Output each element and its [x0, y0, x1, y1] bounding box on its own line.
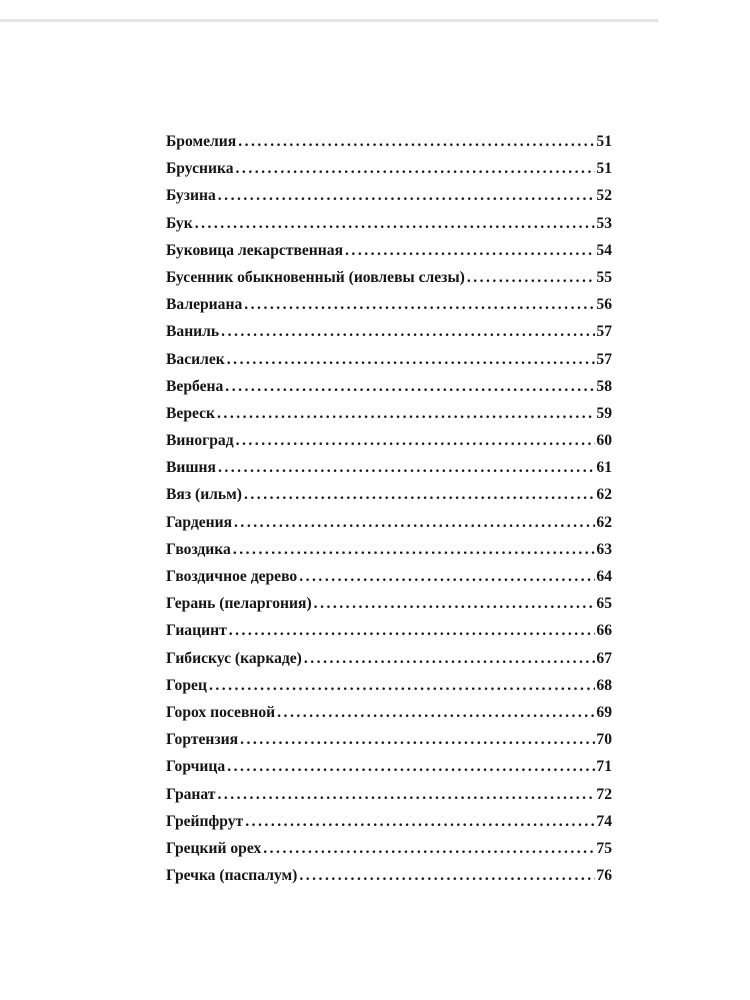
toc-entry-title: Вербена — [166, 377, 224, 395]
toc-entry-page: 56 — [596, 296, 612, 314]
toc-entry-page: 51 — [596, 133, 612, 150]
toc-leader-dots — [217, 781, 595, 808]
toc-entry — [166, 237, 612, 264]
toc-entry-title: Горох посевной — [166, 703, 276, 721]
toc-entry-title: Гвоздика — [166, 540, 231, 558]
toc-entry — [166, 400, 612, 427]
toc-entry-page: 69 — [596, 703, 612, 721]
toc-entry-page: 75 — [596, 839, 612, 857]
toc-entry — [166, 563, 612, 590]
toc-entry — [166, 509, 612, 536]
toc-entry — [166, 481, 612, 508]
toc-entry-page: 53 — [596, 214, 612, 232]
toc-leader-dots — [227, 753, 595, 780]
toc-entry-title: Гранат — [166, 785, 216, 803]
toc-leader-dots — [245, 808, 595, 835]
toc-entry-title: Вяз (ильм) — [166, 486, 242, 504]
toc-leader-dots — [221, 318, 595, 345]
toc-entry — [166, 536, 612, 563]
toc-entry-title: Гибискус (каркаде) — [166, 649, 302, 667]
toc-leader-dots — [467, 264, 596, 291]
toc-entry-title: Гиацинт — [166, 622, 227, 640]
toc-entry-title: Буковица лекарственная — [166, 241, 344, 259]
toc-entry — [166, 726, 612, 753]
toc-entry-title: Вишня — [166, 459, 216, 477]
toc-entry-page: 66 — [596, 622, 612, 640]
toc-entry-title: Горчица — [166, 758, 226, 776]
toc-entry — [166, 617, 612, 644]
toc-entry-title: Гардения — [166, 513, 233, 531]
toc-entry-title: Ваниль — [166, 323, 220, 341]
toc-entry-title: Горец — [166, 676, 207, 694]
toc-leader-dots — [209, 672, 595, 699]
toc-entry — [166, 699, 612, 726]
toc-leader-dots — [236, 155, 596, 182]
toc-entry-page: 60 — [596, 432, 612, 450]
toc-leader-dots — [225, 373, 595, 400]
toc-entry-title: Грецкий орех — [166, 839, 262, 857]
toc-entry-page: 70 — [596, 731, 612, 749]
toc-entry-title: Гортензия — [166, 731, 239, 749]
toc-entry-page: 58 — [596, 377, 612, 395]
toc-entry — [166, 808, 612, 835]
toc-entry-page: 63 — [596, 540, 612, 558]
toc-entry-title: Валериана — [166, 296, 243, 314]
toc-entry — [166, 672, 612, 699]
toc-entry-title: Грейпфрут — [166, 812, 244, 830]
toc-entry-page: 65 — [596, 595, 612, 613]
toc-entry-title: Брусника — [166, 160, 234, 178]
toc-entry — [166, 645, 612, 672]
toc-entry — [166, 753, 612, 780]
toc-entry — [166, 781, 612, 808]
toc-entry-page: 62 — [596, 513, 612, 531]
toc-leader-dots — [227, 346, 596, 373]
toc-entry — [166, 862, 612, 889]
toc-leader-dots — [234, 509, 595, 536]
toc-entry-page: 54 — [596, 241, 612, 259]
toc-entry-page: 55 — [596, 268, 612, 286]
toc-entry-page: 64 — [596, 568, 612, 585]
table-of-contents — [166, 128, 612, 889]
toc-leader-dots — [244, 481, 595, 508]
toc-entry-page: 68 — [596, 676, 612, 694]
toc-entry-title: Герань (пеларгония) — [166, 595, 312, 613]
toc-entry-page: 71 — [596, 758, 612, 776]
toc-entry-title: Бромелия — [166, 133, 237, 150]
toc-leader-dots — [240, 726, 595, 753]
toc-entry-page: 51 — [596, 160, 612, 178]
toc-leader-dots — [263, 835, 595, 862]
toc-leader-dots — [345, 237, 595, 264]
toc-leader-dots — [236, 427, 596, 454]
toc-leader-dots — [217, 400, 595, 427]
toc-entry-title: Гречка (паспалум) — [166, 867, 298, 885]
toc-leader-dots — [299, 563, 595, 590]
toc-entry — [166, 155, 612, 182]
toc-entry-page: 67 — [596, 649, 612, 667]
toc-entry-page: 57 — [596, 323, 612, 341]
toc-leader-dots — [314, 590, 596, 617]
toc-entry — [166, 291, 612, 318]
toc-leader-dots — [244, 291, 595, 318]
toc-leader-dots — [218, 454, 595, 481]
toc-leader-dots — [195, 210, 596, 237]
toc-entry-page: 74 — [596, 812, 612, 830]
toc-leader-dots — [277, 699, 595, 726]
toc-entry-page: 72 — [596, 785, 612, 803]
toc-entry — [166, 835, 612, 862]
toc-entry — [166, 318, 612, 345]
toc-entry — [166, 128, 612, 155]
toc-entry — [166, 264, 612, 291]
toc-entry — [166, 454, 612, 481]
toc-leader-dots — [218, 182, 596, 209]
toc-entry-title: Гвоздичное дерево — [166, 568, 298, 585]
toc-entry — [166, 210, 612, 237]
toc-entry-title: Бук — [166, 214, 193, 232]
toc-entry — [166, 182, 612, 209]
toc-entry-title: Вереск — [166, 404, 216, 422]
toc-leader-dots — [233, 536, 596, 563]
toc-entry-title: Бусенник обыкновенный (иовлевы слезы) — [166, 268, 465, 286]
toc-leader-dots — [229, 617, 596, 644]
toc-entry-page: 52 — [596, 187, 612, 205]
toc-entry-page: 59 — [596, 404, 612, 422]
toc-leader-dots — [304, 645, 596, 672]
toc-entry — [166, 373, 612, 400]
toc-entry-title: Виноград — [166, 432, 234, 450]
toc-entry — [166, 346, 612, 373]
toc-leader-dots — [299, 862, 595, 889]
toc-entry — [166, 427, 612, 454]
toc-entry-page: 62 — [596, 486, 612, 504]
toc-entry-title: Бузина — [166, 187, 216, 205]
toc-entry — [166, 590, 612, 617]
toc-entry-page: 76 — [596, 867, 612, 885]
toc-entry-page: 61 — [596, 459, 612, 477]
toc-leader-dots — [238, 128, 595, 155]
toc-entry-page: 57 — [596, 350, 612, 368]
toc-entry-title: Василек — [166, 350, 225, 368]
